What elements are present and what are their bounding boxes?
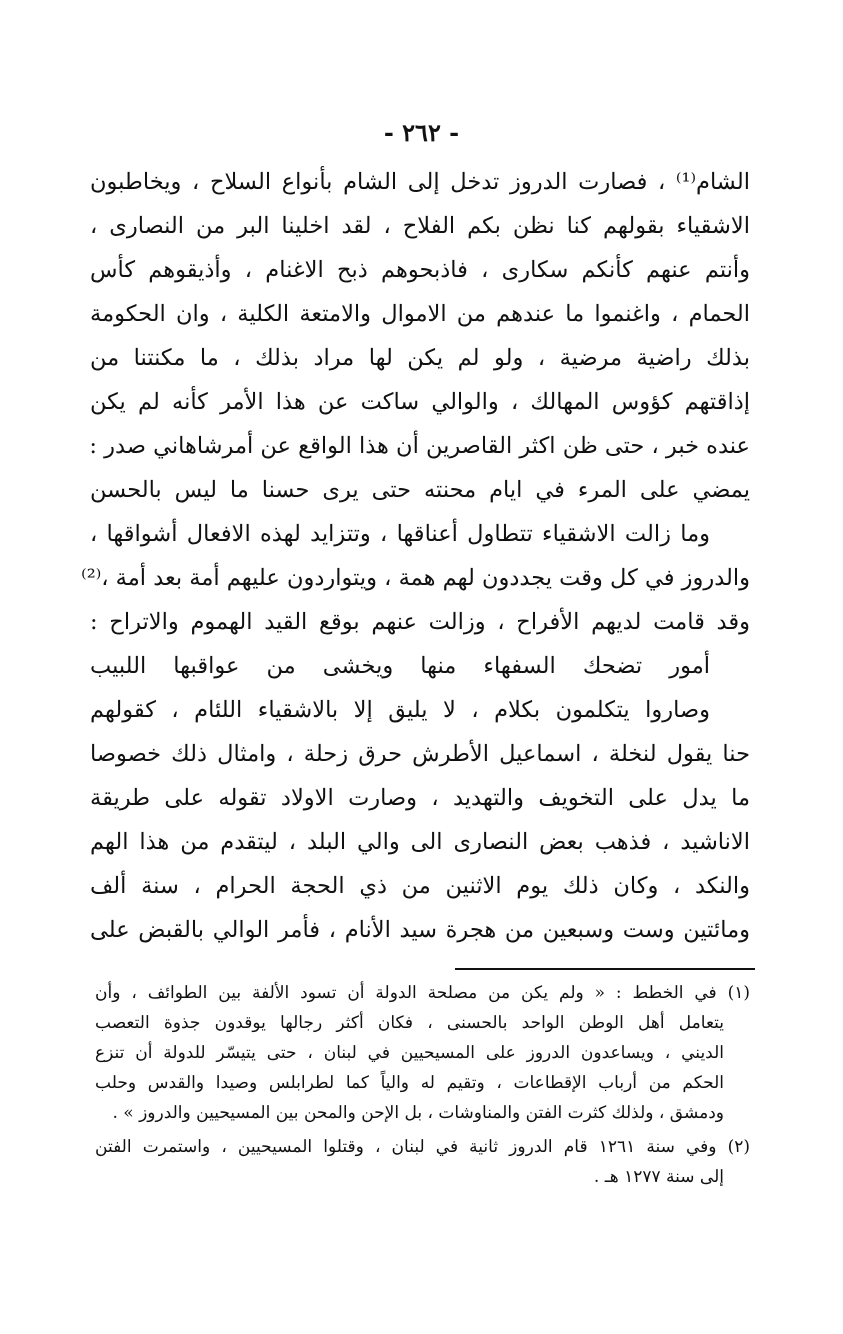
footnote-line: الديني ، ويساعدون الدروز على المسيحيين في لبنان ، حتى يتيسّر للدولة أن تنزع bbox=[95, 1043, 724, 1063]
text-line: والنكد ، وكان ذلك يوم الاثنين من ذي الحجة الحرام ، سنة ألف bbox=[90, 873, 750, 899]
page-number: - ٢٦٢ - bbox=[383, 118, 460, 147]
footnotes bbox=[95, 978, 750, 1192]
footnote-line: ودمشق ، ولذلك كثرت الفتن والمناوشات ، بل الإحن والمحن بين المسيحيين والدروز » . bbox=[112, 1103, 724, 1123]
text-line: عنده خبر ، حتى ظن اكثر القاصرين أن هذا الواقع عن أمرشاهاني صدر : bbox=[89, 433, 750, 459]
text-line: الحمام ، واغنموا ما عندهم من الاموال والامتعة الكلية ، وان الحكومة bbox=[90, 301, 750, 327]
text-line: بذلك راضية مرضية ، ولو لم يكن لها مراد بذلك ، ما مكنتنا من bbox=[90, 345, 750, 371]
footnote-line: يتعامل أهل الوطن الواحد بالحسنى ، فكان أكثر رجالها يوقدون جذوة التعصب bbox=[95, 1013, 725, 1033]
verse-line: يمضي على المرء في ايام محنته حتى يرى حسنا ما ليس بالحسن bbox=[90, 477, 750, 503]
text-line: ومائتين وست وسبعين من هجرة سيد الأنام ، فأمر الوالي بالقبض على bbox=[90, 917, 750, 943]
text-line: وقد قامت لديهم الأفراح ، وزالت عنهم بوقع القيد الهموم والاتراح : bbox=[90, 609, 750, 635]
footnote-line: (١) في الخطط : « ولم يكن من مصلحة الدولة أن تسود الألفة بين الطوائف ، وأن bbox=[95, 983, 750, 1003]
footnote-line: الحكم من أرباب الإقطاعات ، وتقيم له والياً كما لطرابلس وصيدا والقدس وحلب bbox=[95, 1073, 724, 1093]
text-line: وصاروا يتكلمون بكلام ، لا يليق إلا بالاشقياء اللئام ، كقولهم bbox=[90, 697, 710, 723]
text-line: حنا يقول لنخلة ، اسماعيل الأطرش حرق زحلة ، وامثال ذلك خصوصا bbox=[90, 741, 750, 767]
text-line: ما يدل على التخويف والتهديد ، وصارت الاولاد تقوله على طريقة bbox=[90, 785, 750, 811]
footnote-line: إلى سنة ١٢٧٧ هـ . bbox=[593, 1167, 724, 1187]
verse-line: أمور تضحك السفهاء منها ويخشى من عواقبها اللبيب bbox=[90, 653, 710, 679]
text-line: وأنتم عنهم كأنكم سكارى ، فاذبحوهم ذبح الاغنام ، وأذيقوهم كأس bbox=[90, 257, 750, 283]
footnote-divider bbox=[455, 968, 755, 970]
main-text bbox=[81, 160, 750, 952]
text-line: الاشقياء بقولهم كنا نظن بكم الفلاح ، لقد اخلينا البر من النصارى ، bbox=[90, 213, 750, 239]
text-line: والدروز في كل وقت يجددون لهم همة ، ويتواردون عليهم أمة بعد أمة ،⁽²⁾ bbox=[81, 565, 750, 591]
text-line: الاناشيد ، فذهب بعض النصارى الى والي البلد ، ليتقدم من هذا الهم bbox=[90, 829, 750, 855]
footnote-line: (٢) وفي سنة ١٢٦١ قام الدروز ثانية في لبنان ، وقتلوا المسيحيين ، واستمرت الفتن bbox=[95, 1137, 750, 1157]
text-line: الشام⁽¹⁾ ، فصارت الدروز تدخل إلى الشام بأنواع السلاح ، ويخاطبون bbox=[90, 169, 750, 195]
text-line: إذاقتهم كؤوس المهالك ، والوالي ساكت عن هذا الأمر كأنه لم يكن bbox=[90, 389, 750, 415]
text-line: وما زالت الاشقياء تتطاول أعناقها ، وتتزايد لهذه الافعال أشواقها ، bbox=[90, 521, 710, 547]
